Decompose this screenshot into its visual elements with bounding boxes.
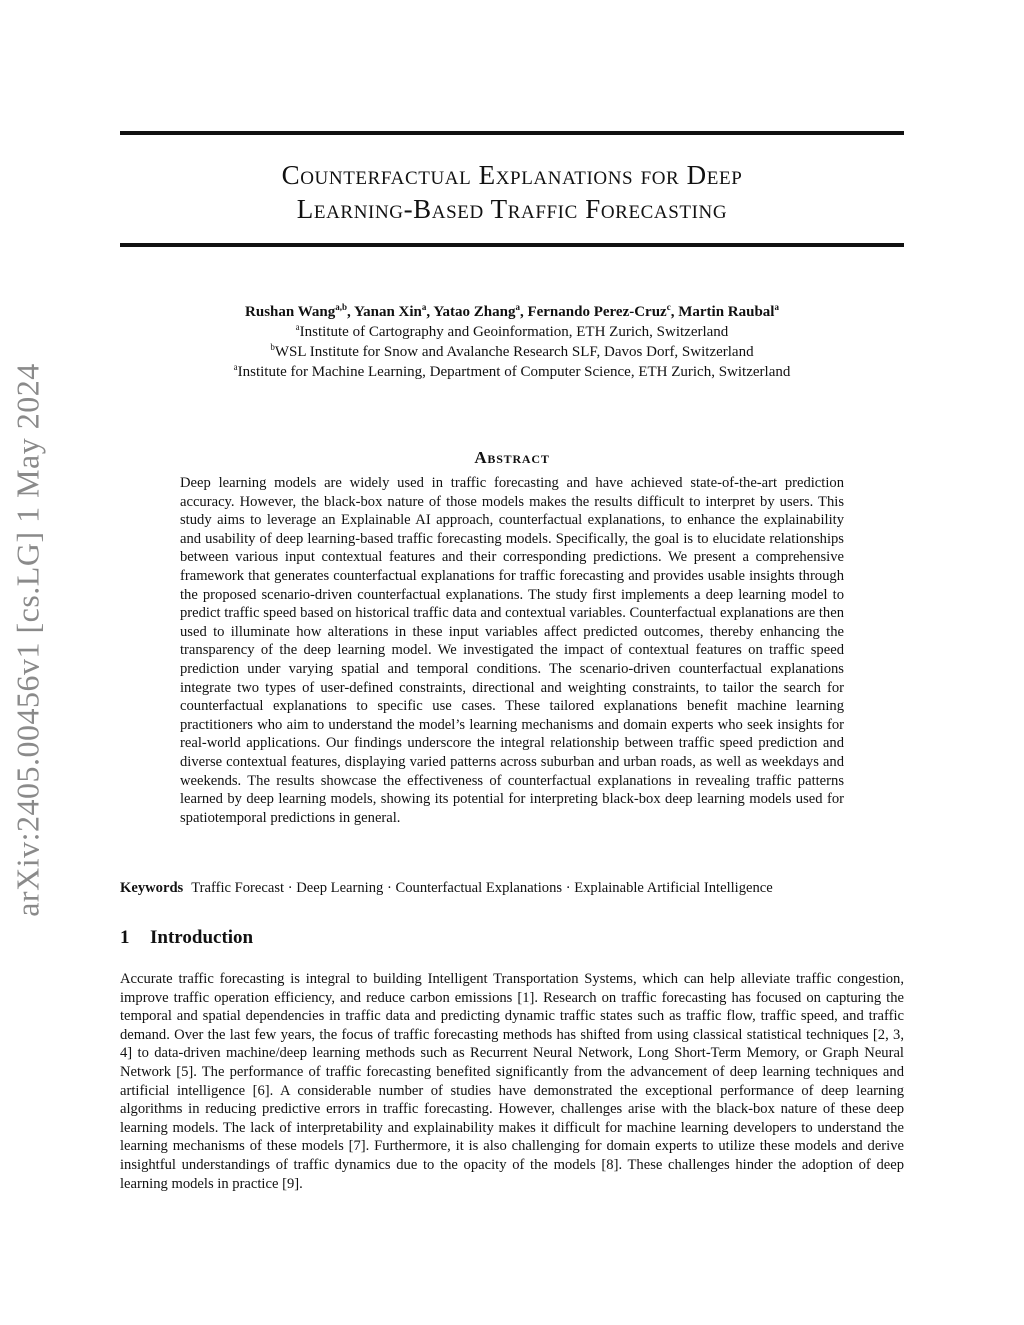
author-name: Yanan Xin: [353, 304, 422, 320]
author-name: Fernando Perez-Cruz: [527, 304, 667, 320]
introduction-paragraph: Accurate traffic forecasting is integral to building Intelligent Transportation Systems, which can help alleviate traffic congestion, improve traffic operation efficiency, and reduce carbon emissions [1]. Research on traffic forecasting has focused on capturing the temporal and spatial dependencies in traffic data and predicting dynamic traffic states such as traffic flow, traffic speed, and traffic demand. Over the last few years, the focus of traffic forecasting methods has shifted from using classical statistical techniques [2, 3, 4] to data-driven machine/deep learning methods such as Recurrent Neural Network, Long Short-Term Memory, or Graph Neural Network [5]. The performance of traffic forecasting benefited significantly from the advancement of deep learning techniques and artificial intelligence [6]. A considerable number of studies have demonstrated the exceptional performance of deep learning algorithms in reducing predictive errors in traffic forecasting. However, challenges arise with the black-box nature of these deep learning models. The lack of interpretability and explainability makes it difficult for machine learning developers to understand the learning mechanisms of these models [7]. Furthermore, it is also challenging for domain experts to utilize these models and derive insightful understandings of traffic dynamics due to the opacity of the models [8]. These challenges hinder the adoption of deep learning models in practice [9].: [120, 971, 904, 1192]
abstract-heading: Abstract: [474, 448, 550, 467]
author-name: Martin Raubal: [678, 304, 775, 320]
keywords-label: Keywords: [120, 880, 184, 896]
author-affiliation-marker: a: [515, 302, 520, 312]
keywords-line: [120, 879, 904, 897]
author-block: [120, 302, 904, 382]
affiliation-text: WSL Institute for Snow and Avalanche Research SLF, Davos Dorf, Switzerland: [274, 344, 754, 360]
abstract-text: Deep learning models are widely used in traffic forecasting and have achieved state-of-the-art prediction accuracy. However, the black-box nature of those models makes the results difficult to interpret by users. This study aims to leverage an Explainable AI approach, counterfactual explanations, to enhance the explainability and usability of deep learning-based traffic forecasting models. Specifically, the goal is to elucidate relationships between various input contextual features and their corresponding predictions. We present a comprehensive framework that generates counterfactual explanations for traffic forecasting and provides usable insights through the proposed scenario-driven counterfactual explanations. The study first implements a deep learning model to predict traffic speed based on historical traffic data and contextual variables. Counterfactual explanations are then used to illuminate how alterations in these input variables affect predicted outcomes, thereby enhancing the transparency of the deep learning model. We investigated the impact of contextual features on traffic speed prediction under varying spatial and temporal conditions. The scenario-driven counterfactual explanations integrate two types of user-defined constraints, directional and weighting constraints, to tailor the search for counterfactual explanations to specific use cases. These tailored explanations benefit machine learning practitioners who aim to understand the model’s learning mechanisms and domain experts who seek insights for real-world applications. Our findings underscore the integral relationship between traffic speed prediction and diverse contextual features, displaying varied patterns across suburban and urban roads, as well as weekdays and weekends. The results showcase the effectiveness of counterfactual explanations in revealing traffic patterns learned by deep learning models, showing its potential for interpreting black-box deep learning models used for spatiotemporal predictions in general.: [180, 475, 844, 826]
paper-title-line-1: Counterfactual Explanations for Deep: [281, 160, 743, 190]
author-name: Rushan Wang: [245, 304, 336, 320]
affiliation-text: Institute for Machine Learning, Department of Computer Science, ETH Zurich, Switzerland: [237, 364, 791, 380]
section-number: 1: [120, 927, 130, 948]
paper-title: [120, 158, 904, 226]
affiliation-line: [120, 322, 904, 342]
keywords-text: Traffic Forecast · Deep Learning · Counterfactual Explanations · Explainable Artificial Intelligence: [191, 880, 773, 896]
affiliation-text: Institute of Cartography and Geoinformation, ETH Zurich, Switzerland: [299, 324, 729, 340]
author-name: Yatao Zhang: [433, 304, 516, 320]
section-heading-introduction: [120, 926, 253, 950]
author-affiliation-marker: a: [421, 302, 427, 312]
author-affiliation-marker: a: [774, 302, 779, 312]
arxiv-side-identifier-text: arXiv:2405.00456v1 [cs.LG] 1 May 2024: [9, 363, 46, 917]
title-rule-bottom: [120, 243, 904, 247]
author-affiliation-marker: c: [666, 302, 671, 312]
section-title: Introduction: [150, 927, 254, 948]
affiliation-marker: a: [295, 322, 300, 332]
affiliation-marker: a: [233, 362, 238, 372]
affiliation-marker: b: [270, 342, 275, 352]
affiliation-line: [120, 342, 904, 362]
author-list: Rushan Wang$^{a,b}$, Yanan Xin$^a$, Yatao Zhang$^a$, Fernando Perez-Cruz$^c$, Martin Raubal$^a$: [245, 302, 779, 320]
paper-title-line-2: Learning-Based Traffic Forecasting: [296, 194, 728, 224]
author-affiliation-marker: a,b: [335, 302, 347, 312]
affiliation-line: [120, 362, 904, 382]
title-rule-top: [120, 131, 904, 135]
